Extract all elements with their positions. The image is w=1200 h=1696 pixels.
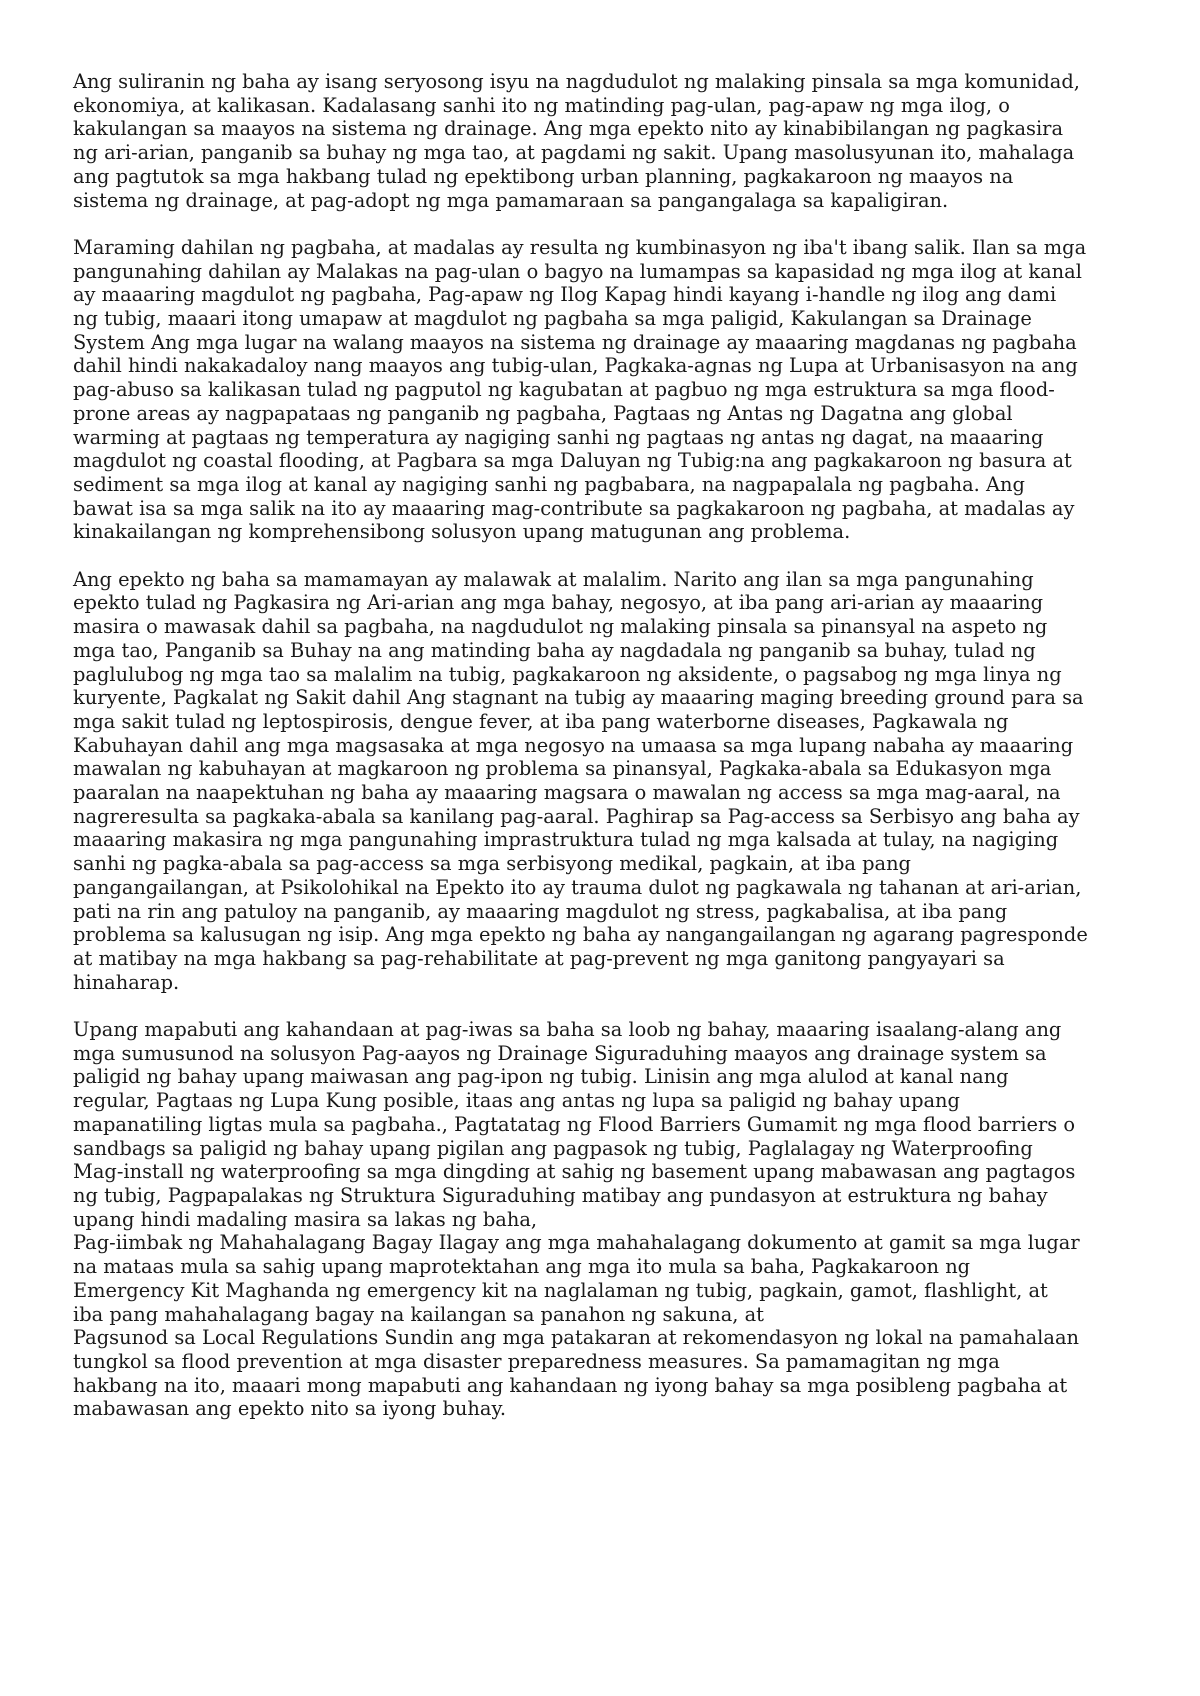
- paragraph-causes: Maraming dahilan ng pagbaha, at madalas ay resulta ng kumbinasyon ng iba't ibang salik. Ilan sa mga pangunahing dahilan ay Malakas na pag-ulan o bagyo na lumampas sa kapasidad ng mga ilog at kanal ay maaaring magdulot ng pagbaha, Pag-apaw ng Ilog Kapag hindi kayang i-handle ng ilog ang dami ng tubig, maaari itong umapaw at magdulot ng pagbaha sa mga paligid, Kakulangan sa Drainage System Ang mga lugar na walang maayos na sistema ng drainage ay maaaring magdanas ng pagbaha dahil hindi nakakadaloy nang maayos ang tubig-ulan, Pagkaka-agnas ng Lupa at Urbanisasyon na ang pag-abuso sa kalikasan tulad ng pagputol ng kagubatan at pagbuo ng mga estruktura sa mga flood- prone areas ay nagpapataas ng panganib ng pagbaha, Pagtaas ng Antas ng Dagatna ang global warming at pagtaas ng temperatura ay nagiging sanhi ng pagtaas ng antas ng dagat, na maaaring magdulot ng coastal flooding, at Pagbara sa mga Daluyan ng Tubig:na ang pagkakaroon ng basura at sediment sa mga ilog at kanal ay nagiging sanhi ng pagbabara, na nagpapalala ng pagbaha. Ang bawat isa sa mga salik na ito ay maaaring mag-contribute sa pagkakaroon ng pagbaha, at madalas ay kinakailangan ng komprehensibong solusyon upang matugunan ang problema.: [73, 235, 1087, 544]
- paragraph-solutions: Upang mapabuti ang kahandaan at pag-iwas sa baha sa loob ng bahay, maaaring isaalang-alang ang mga sumusunod na solusyon Pag-aayos ng Drainage Siguraduhing maayos ang drainage system sa paligid ng bahay upang maiwasan ang pag-ipon ng tubig. Linisin ang mga alulod at kanal nang regular, Pagtaas ng Lupa Kung posible, itaas ang antas ng lupa sa paligid ng bahay upang mapanatiling ligtas mula sa pagbaha., Pagtatatag ng Flood Barriers Gumamit ng mga flood barriers o sandbags sa paligid ng bahay upang pigilan ang pagpasok ng tubig, Paglalagay ng Waterproofing Mag-install ng waterproofing sa mga dingding at sahig ng basement upang mabawasan ang pagtagos ng tubig, Pagpapalakas ng Struktura Siguraduhing matibay ang pundasyon at estruktura ng bahay upang hindi madaling masira sa lakas ng baha, Pag-iimbak ng Mahahalagang Bagay Ilagay ang mga mahahalagang dokumento at gamit sa mga lugar na mataas mula sa sahig upang maprotektahan ang mga ito mula sa baha, Pagkakaroon ng Emergency Kit Maghanda ng emergency kit na naglalaman ng tubig, pagkain, gamot, flashlight, at iba pang mahahalagang bagay na kailangan sa panahon ng sakuna, at Pagsunod sa Local Regulations Sundin ang mga patakaran at rekomendasyon ng lokal na pamahalaan tungkol sa flood prevention at mga disaster preparedness measures. Sa pamamagitan ng mga hakbang na ito, maaari mong mapabuti ang kahandaan ng iyong bahay sa mga posibleng pagbaha at mabawasan ang epekto nito sa iyong buhay.: [73, 1018, 1080, 1421]
- paragraph-effects: Ang epekto ng baha sa mamamayan ay malawak at malalim. Narito ang ilan sa mga pangunahing epekto tulad ng Pagkasira ng Ari-arian ang mga bahay, negosyo, at iba pang ari-arian ay maaaring masira o mawasak dahil sa pagbaha, na nagdudulot ng malaking pinsala sa pinansyal na aspeto ng mga tao, Panganib sa Buhay na ang matinding baha ay nagdadala ng panganib sa buhay, tulad ng paglulubog ng mga tao sa malalim na tubig, pagkakaroon ng aksidente, o pagsabog ng mga linya ng kuryente, Pagkalat ng Sakit dahil Ang stagnant na tubig ay maaaring maging breeding ground para sa mga sakit tulad ng leptospirosis, dengue fever, at iba pang waterborne diseases, Pagkawala ng Kabuhayan dahil ang mga magsasaka at mga negosyo na umaasa sa mga lupang nabaha ay maaaring mawalan ng kabuhayan at magkaroon ng problema sa pinansyal, Pagkaka-abala sa Edukasyon mga paaralan na naapektuhan ng baha ay maaaring magsara o mawalan ng access sa mga mag-aaral, na nagreresulta sa pagkaka-abala sa kanilang pag-aaral. Paghirap sa Pag-access sa Serbisyo ang baha ay maaaring makasira ng mga pangunahing imprastruktura tulad ng mga kalsada at tulay, na nagiging sanhi ng pagka-abala sa pag-access sa mga serbisyong medikal, pagkain, at iba pang pangangailangan, at Psikolohikal na Epekto ito ay trauma dulot ng pagkawala ng tahanan at ari-arian, pati na rin ang patuloy na panganib, ay maaaring magdulot ng stress, pagkabalisa, at iba pang problema sa kalusugan ng isip. Ang mga epekto ng baha ay nangangailangan ng agarang pagresponde at matibay na mga hakbang sa pag-rehabilitate at pag-prevent ng mga ganitong pangyayari sa hinaharap.: [73, 567, 1088, 994]
- document-page: [73, 70, 1133, 1445]
- paragraph-introduction: Ang suliranin ng baha ay isang seryosong isyu na nagdudulot ng malaking pinsala sa mga komunidad, ekonomiya, at kalikasan. Kadalasang sanhi ito ng matinding pag-ulan, pag-apaw ng mga ilog, o kakulangan sa maayos na sistema ng drainage. Ang mga epekto nito ay kinabibilangan ng pagkasira ng ari-arian, panganib sa buhay ng mga tao, at pagdami ng sakit. Upang masolusyunan ito, mahalaga ang pagtutok sa mga hakbang tulad ng epektibong urban planning, pagkakaroon ng maayos na sistema ng drainage, at pag-adopt ng mga pamamaraan sa pangangalaga sa kapaligiran.: [73, 70, 1080, 212]
